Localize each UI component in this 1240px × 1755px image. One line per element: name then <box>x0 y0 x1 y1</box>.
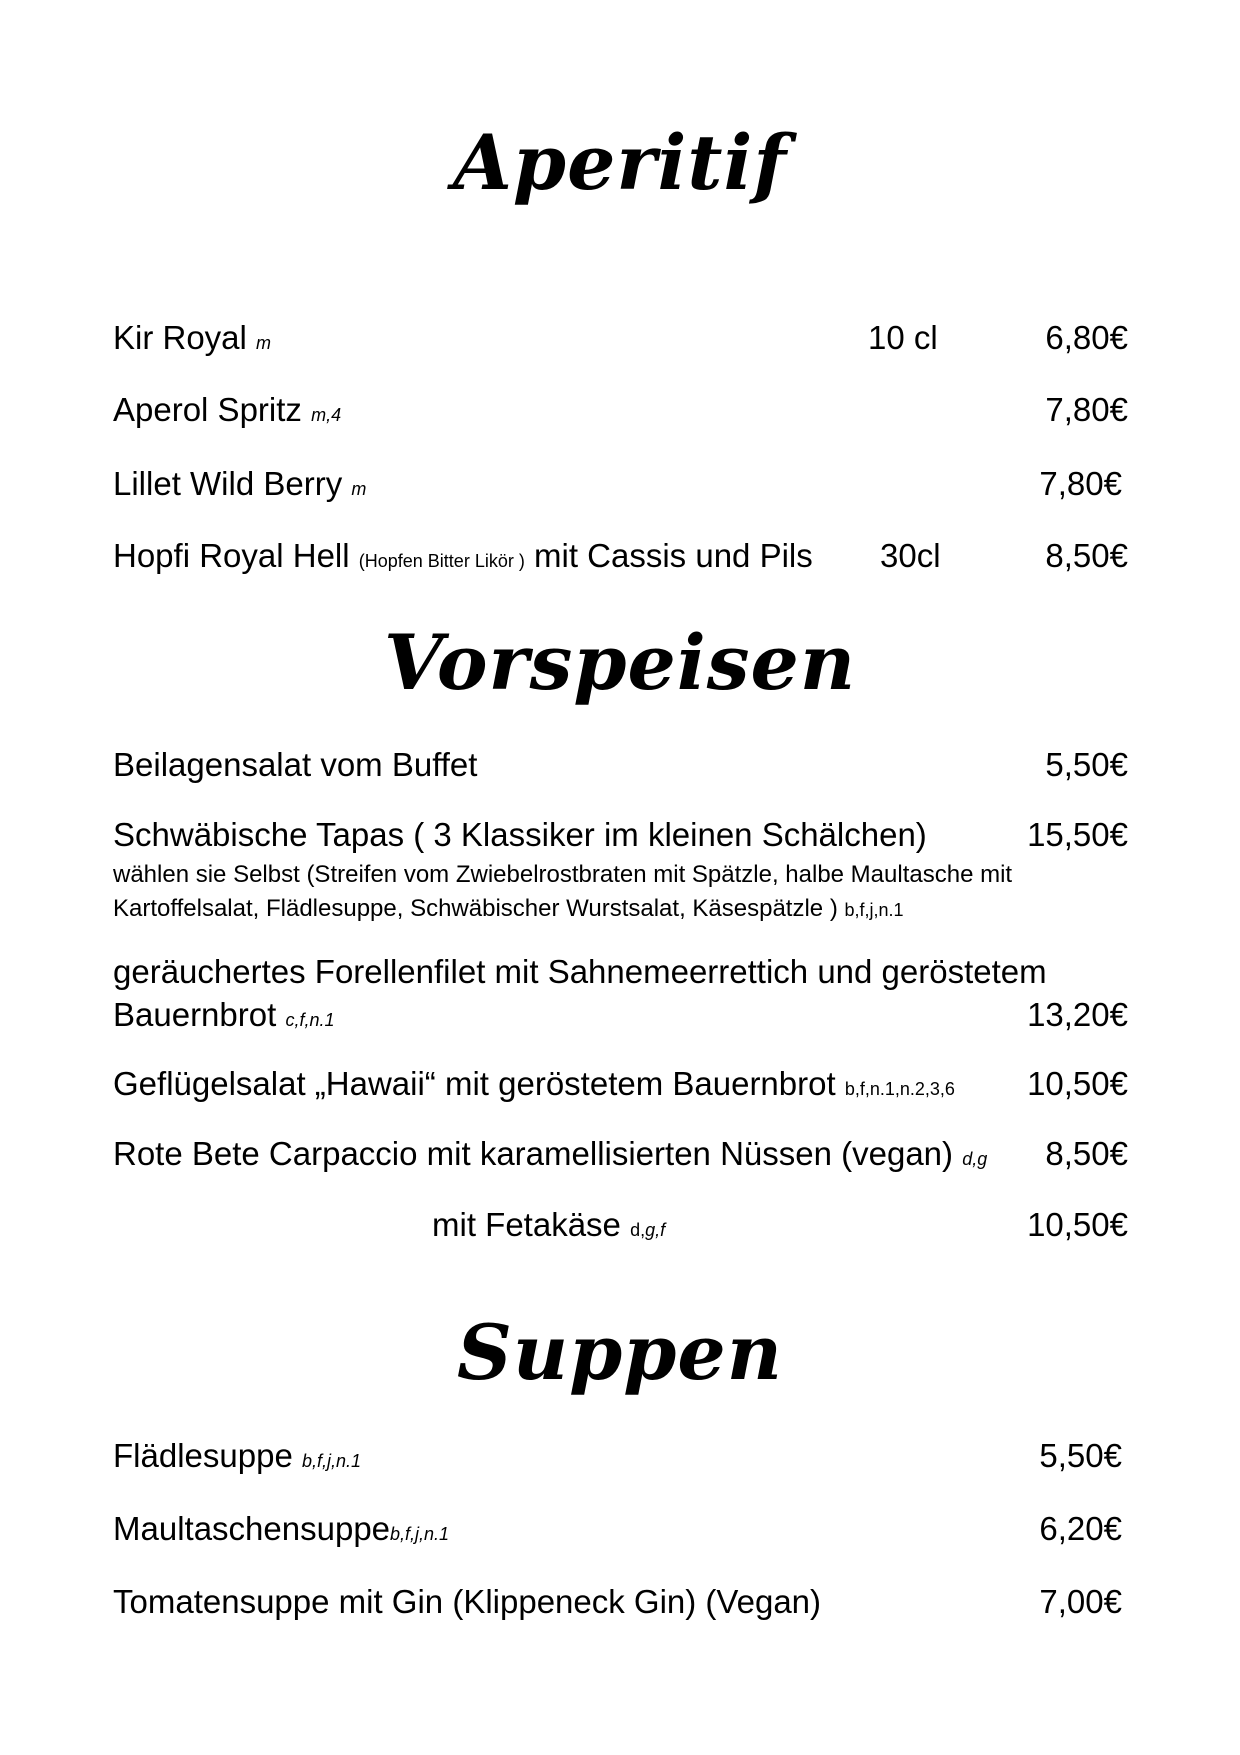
item-name: Schwäbische Tapas ( 3 Klassiker im kleinen Schälchen) <box>113 816 927 853</box>
menu-item-forellenfilet-line-2 <box>113 995 334 1040</box>
menu-item-flaedlesuppe <box>113 1436 361 1481</box>
item-name: Maultaschensuppe <box>113 1510 391 1547</box>
menu-item-maultaschensuppe <box>113 1509 449 1554</box>
item-price: 8,50€ <box>1045 537 1128 574</box>
item-name: Flädlesuppe <box>113 1437 293 1474</box>
allergen-note: m <box>351 479 367 499</box>
item-price: 6,20€ <box>1039 1510 1122 1547</box>
menu-item-beilagensalat <box>113 745 477 785</box>
allergen-note: b,f,j,n.1 <box>301 1451 362 1471</box>
menu-item-schwaebische-tapas <box>113 815 927 855</box>
item-name: mit Fetakäse <box>432 1206 621 1243</box>
menu-item-tomatensuppe <box>113 1582 821 1622</box>
item-name: Geflügelsalat „Hawaii“ mit geröstetem Bauernbrot <box>113 1065 836 1102</box>
menu-item-kir-royal <box>113 318 271 363</box>
allergen-note: c,f,n.1 <box>285 1010 335 1030</box>
item-name: Rote Bete Carpaccio mit karamellisierten Nüssen (vegan) <box>113 1135 954 1172</box>
item-volume: 30cl <box>880 537 941 574</box>
item-name-suffix: mit Cassis und Pils <box>534 537 813 574</box>
allergen-note: d,g,f <box>630 1220 666 1240</box>
section-title-vorspeisen: Vorspeisen <box>383 618 857 707</box>
item-price: 7,80€ <box>1045 391 1128 428</box>
item-name: geräuchertes Forellenfilet mit Sahnemeerrettich und geröstetem <box>113 953 1047 990</box>
allergen-note: d,g <box>962 1149 988 1169</box>
item-price: 15,50€ <box>1027 816 1128 853</box>
item-price: 7,80€ <box>1039 465 1122 502</box>
item-name: Kir Royal <box>113 319 247 356</box>
item-description: Kartoffelsalat, Flädlesuppe, Schwäbischer Wurstsalat, Käsespätzle ) <box>113 895 838 922</box>
allergen-note: m,4 <box>311 405 342 425</box>
item-price: 6,80€ <box>1045 319 1128 356</box>
item-name: Aperol Spritz <box>113 391 302 428</box>
item-price: 8,50€ <box>1045 1135 1128 1172</box>
item-price: 5,50€ <box>1045 746 1128 783</box>
allergen-note: b,f,n.1,n.2,3,6 <box>844 1079 955 1099</box>
section-title-suppen: Suppen <box>456 1308 784 1397</box>
section-title-aperitif: Aperitif <box>452 118 788 207</box>
item-volume: 10 cl <box>868 319 938 356</box>
menu-item-rote-bete-carpaccio <box>113 1134 987 1179</box>
menu-item-lillet-wild-berry <box>113 464 366 509</box>
item-description-line-2 <box>113 892 904 927</box>
item-price: 10,50€ <box>1027 1206 1128 1243</box>
allergen-note: m <box>256 333 272 353</box>
item-name: Beilagensalat vom Buffet <box>113 746 478 783</box>
item-price: 7,00€ <box>1039 1583 1122 1620</box>
menu-item-forellenfilet-line-1 <box>113 952 1047 992</box>
item-name: Tomatensuppe mit Gin (Klippeneck Gin) (Vegan) <box>113 1583 822 1620</box>
menu-item-gefluegelsalat <box>113 1064 955 1109</box>
menu-item-hopfi-royal-hell <box>113 536 813 581</box>
item-description-line-1: wählen sie Selbst (Streifen vom Zwiebelrostbraten mit Spätzle, halbe Maultasche mit <box>113 861 1013 888</box>
item-name: Bauernbrot <box>113 996 277 1033</box>
item-price: 5,50€ <box>1039 1437 1122 1474</box>
item-name: Lillet Wild Berry <box>113 465 343 502</box>
item-detail: (Hopfen Bitter Likör ) <box>358 551 525 571</box>
item-price: 10,50€ <box>1027 1065 1128 1102</box>
allergen-note: b,f,j,n.1 <box>390 1524 450 1544</box>
item-price: 13,20€ <box>1027 996 1128 1033</box>
menu-item-aperol-spritz <box>113 390 341 435</box>
allergen-note: b,f,j,n.1 <box>844 900 904 920</box>
item-name: Hopfi Royal Hell <box>113 537 350 574</box>
menu-item-mit-fetakaese <box>432 1205 665 1250</box>
